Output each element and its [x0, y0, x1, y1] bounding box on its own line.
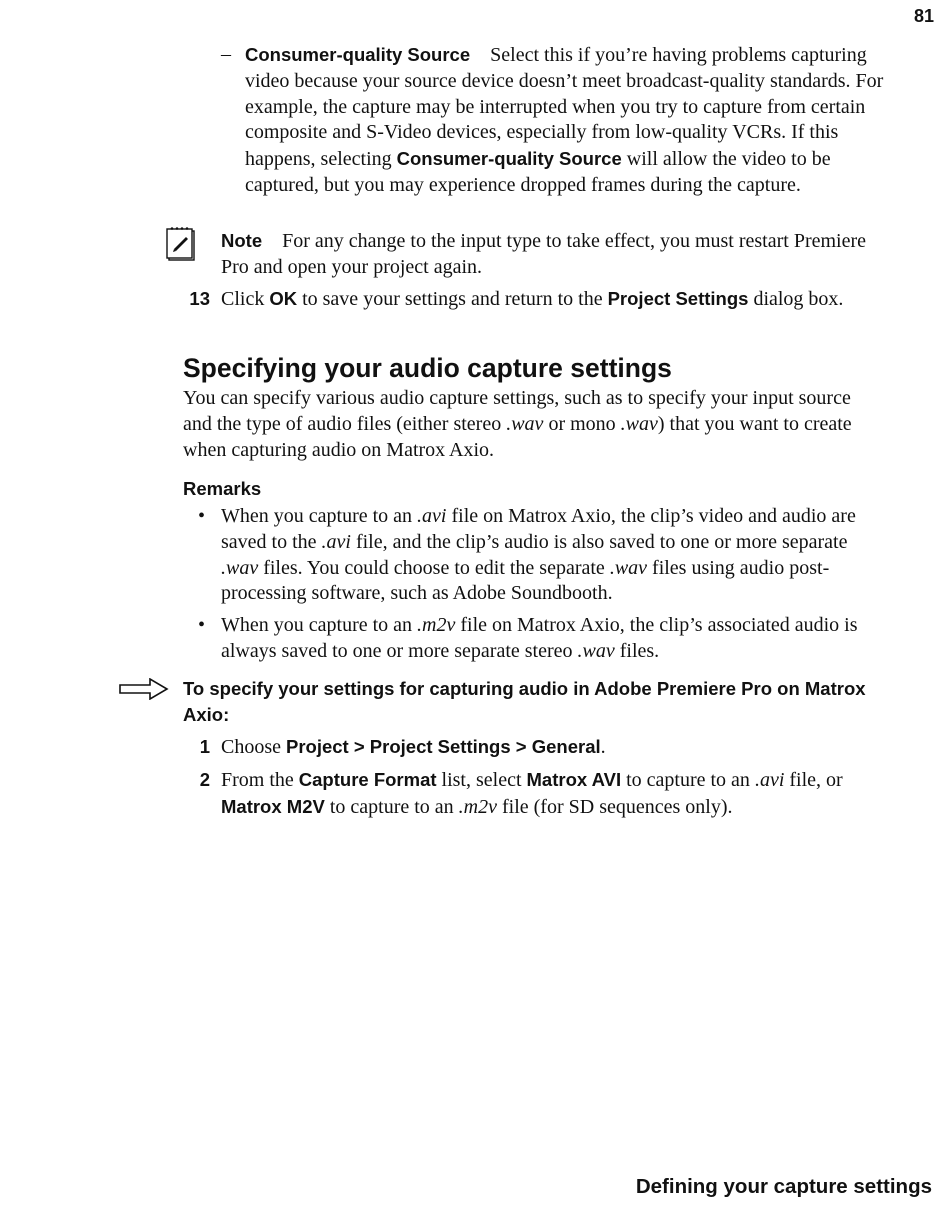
project-settings-label: Project Settings [607, 288, 749, 309]
file-ext: .wav [221, 556, 259, 579]
footer-running-title: Defining your capture settings [635, 1175, 932, 1198]
procedure-title: To specify your settings for capturing audio in Adobe Premiere Pro on Matrox Axio: [183, 678, 866, 725]
step-1 [221, 734, 881, 761]
remarks-heading: Remarks [183, 478, 262, 499]
remark-text: file on Matrox Axio, the clip’s associated audio is always saved to one or more separate stereo [221, 614, 858, 662]
step-text: file, or [784, 769, 843, 791]
intro-text: or mono [543, 412, 621, 435]
file-ext: .wav [620, 412, 658, 435]
capture-format-label: Capture Format [298, 769, 437, 790]
step-2 [221, 767, 881, 821]
step-number: 13 [189, 288, 210, 309]
menu-path: Project > Project Settings > General [286, 736, 601, 757]
term: Consumer-quality Source [396, 148, 622, 170]
remark-text: files. You could choose to edit the separate [258, 556, 610, 579]
file-ext: .m2v [417, 614, 456, 636]
step-text: From the [221, 769, 299, 791]
page-number: 81 [913, 6, 934, 26]
file-ext: .avi [417, 505, 447, 527]
remark-text: When you capture to an [221, 614, 418, 636]
remark-text: file, and the clip’s audio is also saved to one or more separate [350, 530, 848, 553]
note-text: For any change to the input type to take effect, you must restart Premiere Pro and open your project again. [221, 230, 867, 278]
file-ext: .wav [577, 639, 615, 662]
file-ext: .avi [321, 530, 351, 553]
step-text: . [600, 736, 606, 758]
bullet: • [198, 614, 206, 636]
intro-text: You can specify various audio capture settings, such as to specify your input source and the type of audio files (either stereo [183, 387, 851, 435]
notepad-pencil-icon [166, 226, 198, 262]
step-number: 2 [199, 769, 210, 790]
dash-marker: – [221, 43, 231, 65]
note-label: Note [221, 230, 263, 251]
remark-text: When you capture to an [221, 505, 418, 527]
step-text: to capture to an [621, 769, 755, 791]
step-number: 1 [199, 736, 210, 757]
remark-text: files. [614, 639, 660, 662]
ok-label: OK [269, 288, 298, 309]
remark-text: file on Matrox Axio, the clip’s video and audio are saved to the [221, 505, 856, 553]
item-text: Select this if you’re having problems capturing video because your source device doesn’t meet broadcast-quality standards. For example, the capture may be interrupted when you try to capture from certain composite and S-Video devices, especially from low-quality VCRs. If this happens, selecting [245, 44, 884, 171]
intro-paragraph [183, 386, 883, 463]
step-text: to capture to an [324, 795, 459, 818]
item-text: will allow the video to be captured, but you may experience dropped frames during the capture. [245, 148, 831, 196]
file-ext: .avi [754, 769, 785, 791]
section-heading: Specifying your audio capture settings [183, 353, 672, 383]
step-13 [221, 286, 881, 313]
intro-text: ) that you want to create when capturing audio on Matrox Axio. [183, 412, 852, 461]
consumer-quality-source-item [245, 42, 885, 199]
step-text: Click [221, 288, 270, 310]
note [221, 228, 881, 281]
step-text: Choose [221, 736, 286, 758]
file-ext: .wav [609, 556, 648, 579]
remark-item [221, 613, 881, 665]
arrow-right-outline-icon [119, 678, 169, 700]
term: Consumer-quality Source [245, 44, 471, 65]
step-text: list, select [436, 769, 527, 791]
remark-text: files using audio post-processing software, such as Adobe Soundbooth. [221, 556, 830, 605]
step-text: file (for SD sequences only). [497, 795, 733, 818]
matrox-avi-label: Matrox AVI [526, 769, 622, 790]
bullet: • [198, 505, 206, 527]
step-text: to save your settings and return to the [297, 288, 608, 310]
remark-item [221, 504, 881, 607]
step-text: dialog box. [748, 288, 844, 310]
file-ext: .wav [506, 412, 544, 435]
matrox-m2v-label: Matrox M2V [221, 795, 325, 817]
file-ext: .m2v [458, 795, 497, 818]
